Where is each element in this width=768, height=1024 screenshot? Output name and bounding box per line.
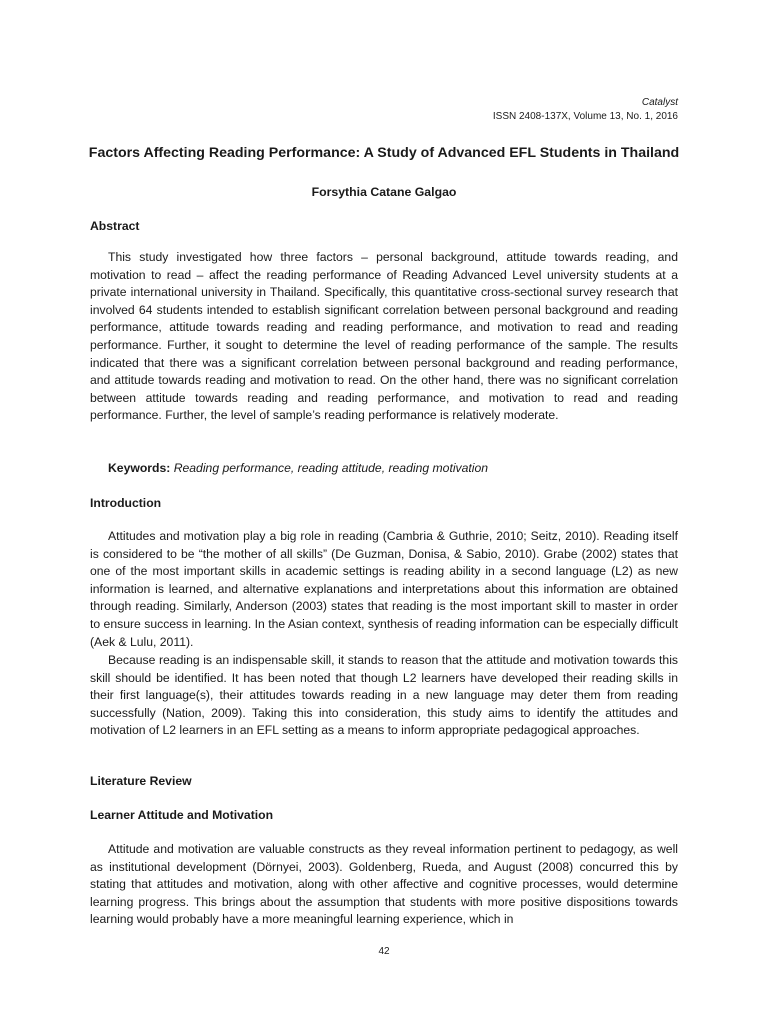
introduction-paragraph-2: Because reading is an indispensable skill, it stands to reason that the attitude and motivation towards this skill should be identified. It has been noted that though L2 learners have developed their reading skills in their first language(s), their attitudes towards reading in a new language may deter them from reading successfully (Nation, 2009). Taking this into consideration, this study aims to identify the attitudes and motivation of L2 learners in an EFL setting as a means to inform appropriate pedagogical approaches. <box>90 653 678 738</box>
introduction-heading: Introduction <box>90 496 162 510</box>
literature-subheading: Learner Attitude and Motivation <box>90 808 274 822</box>
keywords-text: Reading performance, reading attitude, reading motivation <box>173 461 489 475</box>
abstract-text: This study investigated how three factors – personal background, attitude towards reading, and motivation to read – affect the reading performance of Reading Advanced Level university students at a private international university in Thailand. Specifically, this quantitative cross-sectional survey research that involved 64 students intended to establish significant correlation between personal background and reading performance, attitude towards reading and reading performance, and motivation to read and reading performance. Further, it sought to determine the level of reading performance of the sample. The results indicated that there was a significant correlation between personal background and reading performance, and attitude towards reading and motivation to read. On the other hand, there was no significant correlation between attitude towards reading and reading performance, and motivation to read and reading performance. Further, the level of sample’s reading performance is relatively moderate. <box>90 250 678 423</box>
journal-name: Catalyst <box>641 97 678 108</box>
keywords <box>108 461 488 475</box>
abstract-heading: Abstract <box>90 219 140 233</box>
introduction-paragraph-1: Attitudes and motivation play a big role in reading (Cambria & Guthrie, 2010; Seitz, 2010). Reading itself is considered to be “the mother of all skills” (De Guzman, Donisa, & Sabio, 2010). Grabe (2002) states that one of the most important skills in academic settings is reading ability in a second language (L2) as new information is learned, and alternative explanations and interpretations about this information are obtained through reading. Similarly, Anderson (2003) states that reading is the most important skill to master in order to ensure success in learning. In the Asian context, synthesis of reading information can be especially difficult (Aek & Lulu, 2011). <box>90 529 678 649</box>
paper-title: Factors Affecting Reading Performance: A Study of Advanced EFL Students in Thailand <box>88 145 680 161</box>
paper-author: Forsythia Catane Galgao <box>311 185 457 199</box>
page-number: 42 <box>378 946 390 957</box>
issn-line: ISSN 2408-137X, Volume 13, No. 1, 2016 <box>492 111 678 122</box>
literature-paragraph-1: Attitude and motivation are valuable constructs as they reveal information pertinent to pedagogy, as well as institutional development (Dörnyei, 2003). Goldenberg, Rueda, and August (2008) concurred this by stating that attitudes and motivation, along with other affective and cognitive processes, would determine learning progress. This brings about the assumption that students with more positive dispositions towards learning would probably have a more meaningful learning experience, which in <box>90 842 678 927</box>
literature-heading: Literature Review <box>90 774 192 788</box>
keywords-label: Keywords: <box>108 461 171 475</box>
